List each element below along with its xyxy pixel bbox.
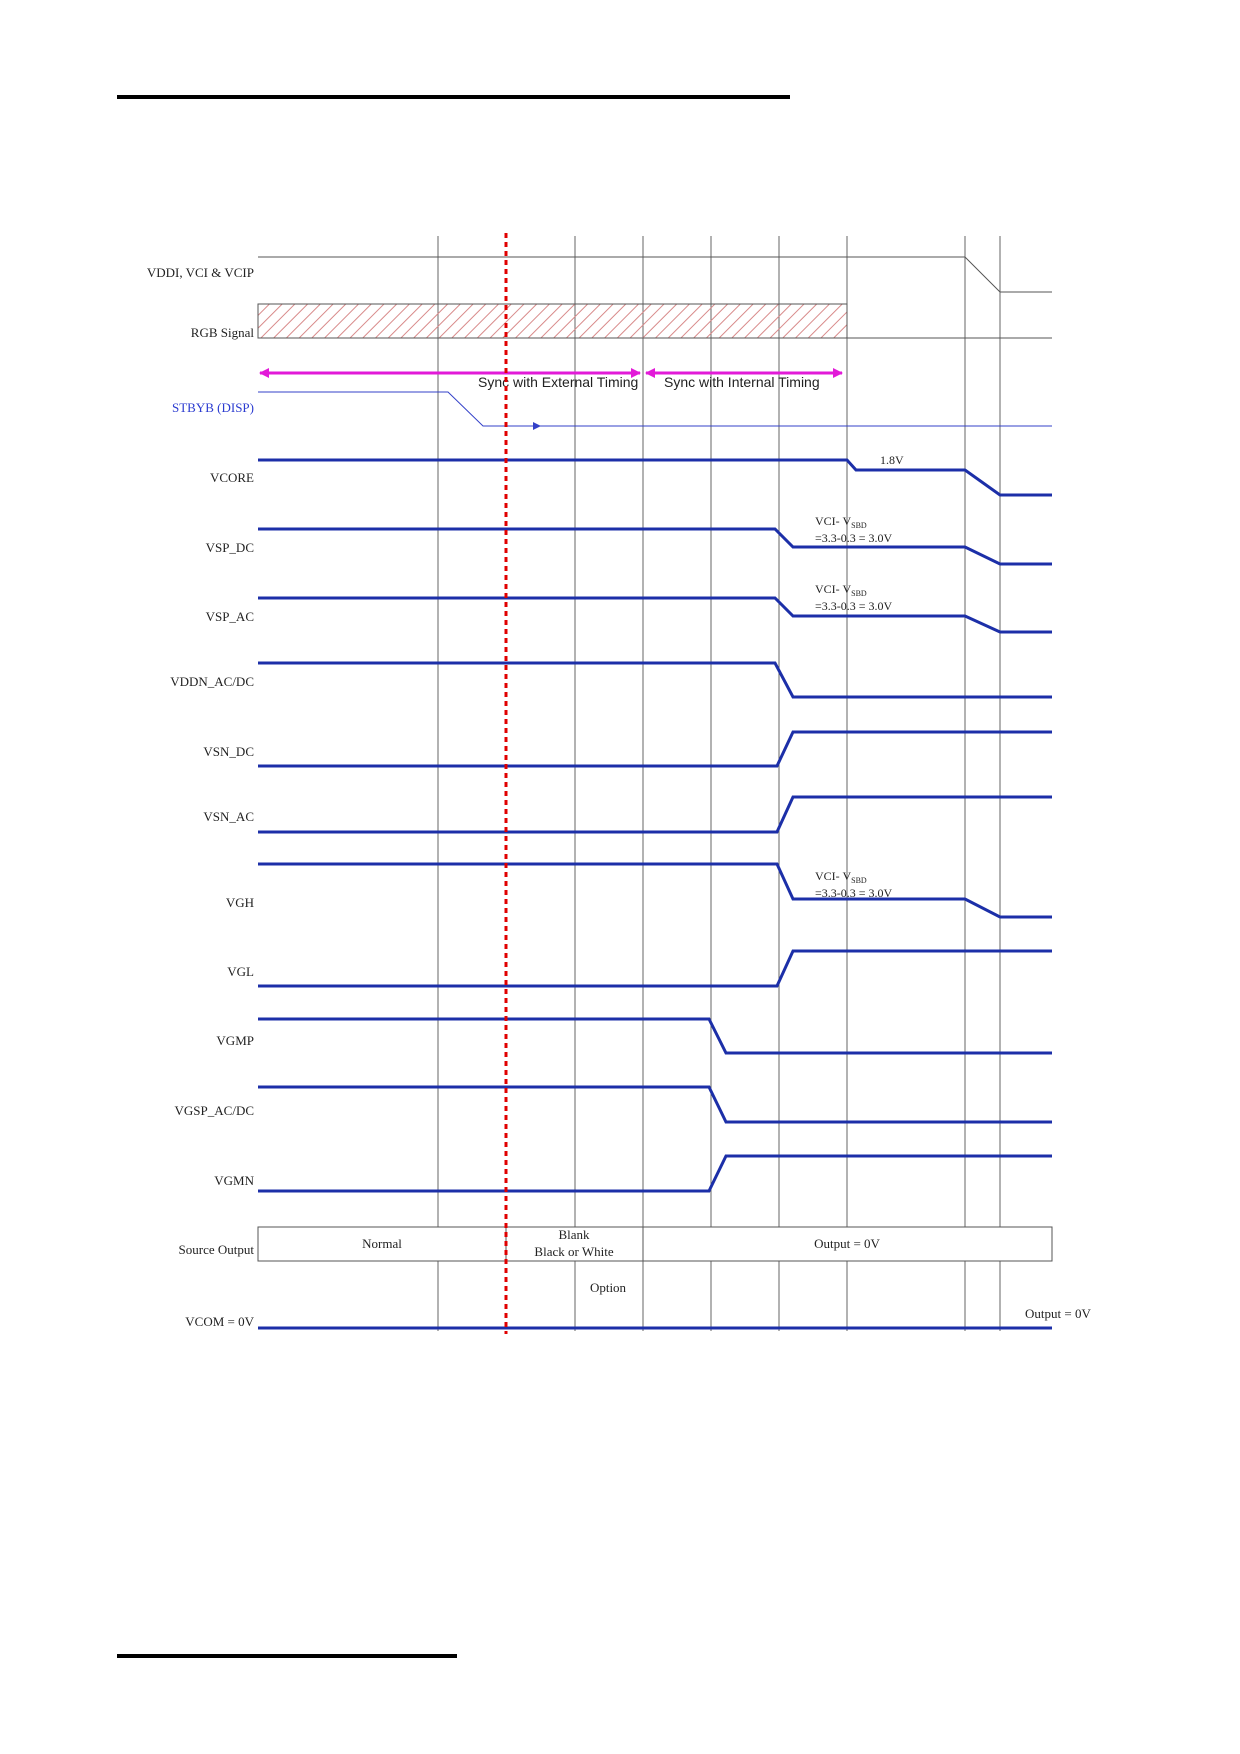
vgh-annotation: VCI- $V_{SBD}$ [815,869,867,885]
vsp-dc-annotation: VCI- $V_{SBD}$ [815,514,867,530]
signal-label-vgsp: VGSP_AC/DC [174,1103,254,1118]
signal-label-vsp-dc: VSP_DC [205,540,254,555]
power-rails [258,460,1052,1328]
vsp-dc-waveform [258,529,1052,564]
source-normal-label: Normal [362,1236,402,1251]
vsp-ac-annotation: VCI- $V_{SBD}$ [815,582,867,598]
sync-external-label: Sync with External Timing [478,374,639,390]
source-blank-sublabel: Black or White [534,1244,614,1259]
signal-label-rgb: RGB Signal [190,325,254,340]
vsn-dc-waveform [258,732,1052,766]
vcore-level-annotation: 1.8V [880,453,904,467]
signal-label-vgmp: VGMP [216,1033,254,1048]
signal-label-vsn-ac: VSN_AC [203,809,254,824]
sync-internal-label: Sync with Internal Timing [664,374,820,390]
signal-label-vsn-dc: VSN_DC [203,744,254,759]
vcore-waveform [258,460,1052,495]
vsp-ac-annotation-equation: =3.3-0.3 = 3.0V [815,599,893,613]
rgb-signal-hatched-region [258,304,847,338]
source-blank-label: Blank [558,1227,590,1242]
vgmn-waveform [258,1156,1052,1191]
option-label: Option [589,1280,627,1295]
signal-label-stbyb: STBYB (DISP) [172,400,254,415]
stbyb-waveform [258,392,1052,426]
vddn-waveform [258,663,1052,697]
vgmp-waveform [258,1019,1052,1053]
vgh-waveform [258,864,1052,917]
vsp-ac-waveform [258,598,1052,632]
vgsp-waveform [258,1087,1052,1122]
signal-labels [147,265,255,1329]
signal-label-vcom: VCOM = 0V [185,1314,254,1329]
vgl-waveform [258,951,1052,986]
vgh-annotation-equation: =3.3-0.3 = 3.0V [815,886,893,900]
vcom-output-label: Output = 0V [1025,1306,1091,1321]
vddi-waveform [258,257,1052,292]
signal-label-source-output: Source Output [178,1242,254,1257]
source-output-zero-label: Output = 0V [814,1236,880,1251]
signal-label-vcore: VCORE [209,470,254,485]
vsp-dc-annotation-equation: =3.3-0.3 = 3.0V [815,531,893,545]
signal-label-vgl: VGL [227,964,254,979]
vsn-ac-waveform [258,797,1052,832]
signal-label-vgmn: VGMN [214,1173,254,1188]
signal-label-vgh: VGH [225,895,254,910]
timing-grid [438,236,1000,1331]
signal-label-vsp-ac: VSP_AC [205,609,254,624]
signal-label-vddn: VDDN_AC/DC [170,674,254,689]
signal-label-vddi: VDDI, VCI & VCIP [146,265,254,280]
